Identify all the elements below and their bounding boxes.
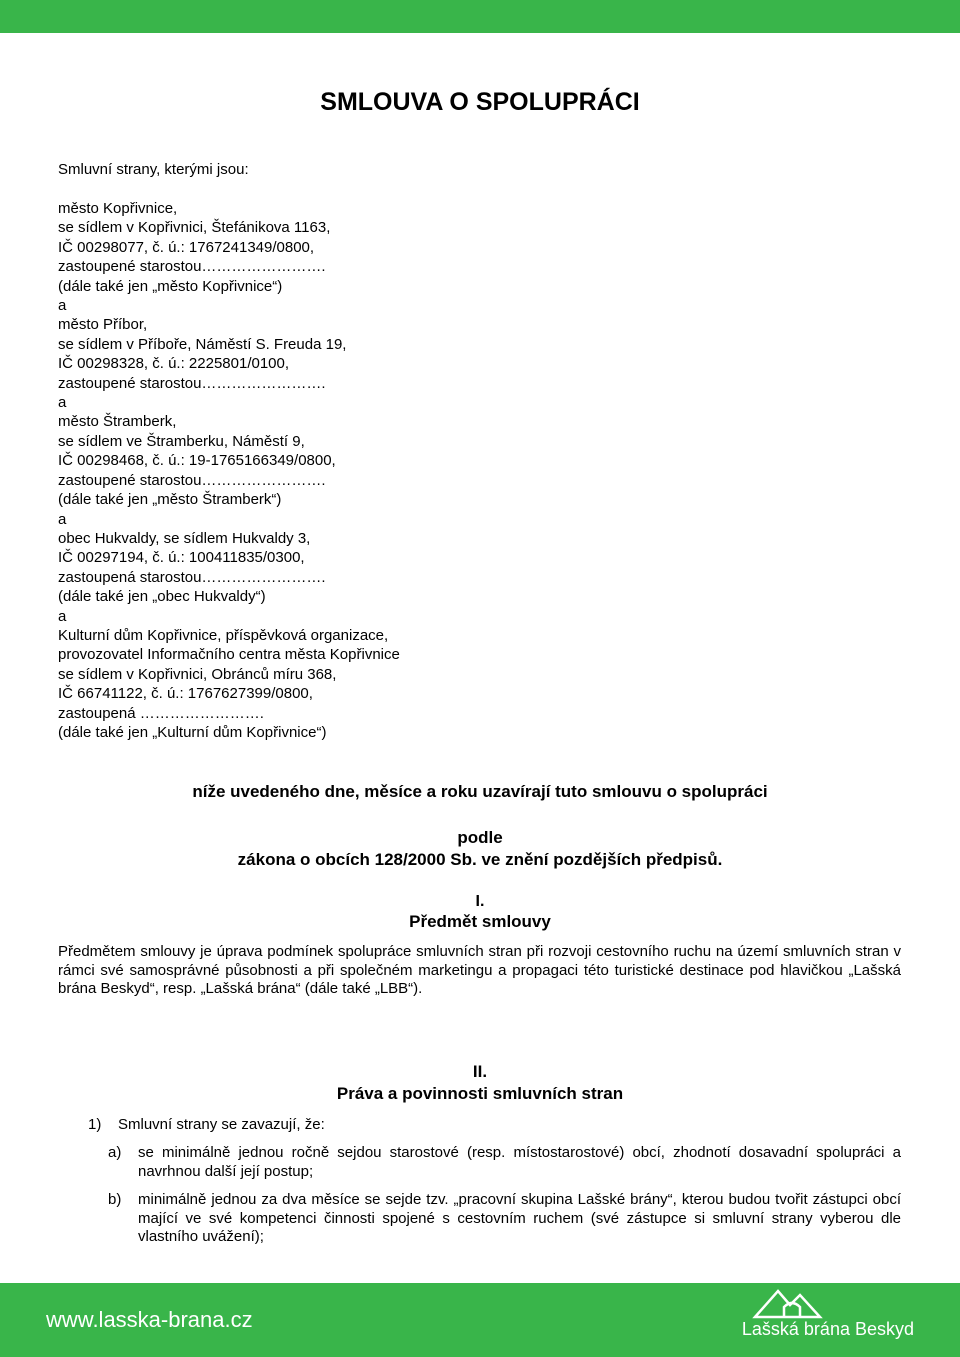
party-line: obec Hukvaldy, se sídlem Hukvaldy 3, [58,529,311,547]
party-line: se sídlem ve Štramberku, Náměstí 9, [58,432,305,450]
party-line: zastoupené starostou……………………. [58,374,326,392]
top-green-bar [0,0,960,33]
document-title [0,88,960,117]
party-line: zastoupené starostou……………………. [58,471,326,489]
item-a-text: se minimálně jednou ročně sejdou starostové (resp. místostarostové) obcí, zhodnotí dosavadní spolupráci a navrhnou další její postup; [138,1144,901,1180]
section1-text: Předmětem smlouvy je úprava podmínek spolupráce smluvních stran při rozvoji cestovního ruchu na území smluvních stran v rámci své samosprávné působnosti a při společném marketingu a propagaci této turistické destinace pod hlavičkou „Lašská brána Beskyd“, resp. „Lašská brána“ (dále také „LBB“). [58,943,901,997]
party-line: IČ 00297194, č. ú.: 100411835/0300, [58,549,305,567]
item-b-label: b) [108,1191,122,1208]
section2-number: II. [472,1062,488,1081]
section2-heading: Práva a povinnosti smluvních stran [336,1084,624,1103]
party-line: (dále také jen „obec Hukvaldy“) [58,588,266,606]
parties-list [58,199,400,742]
law-line: zákona o obcích 128/2000 Sb. ve znění pozdějších předpisů. [237,850,723,869]
party-line: se sídlem v Kopřivnici, Štefánikova 1163, [58,219,331,237]
party-line: se sídlem v Příboře, Náměstí S. Freuda 19, [58,335,347,353]
party-line: (dále také jen „město Kopřivnice“) [58,277,283,295]
party-line: IČ 00298328, č. ú.: 2225801/0100, [58,355,290,373]
intro-text: Smluvní strany, kterými jsou: [58,161,249,178]
party-line: zastoupená ……………………. [58,704,264,722]
party-line: Kulturní dům Kopřivnice, příspěvková organizace, [58,626,389,644]
item1-text: Smluvní strany se zavazují, že: [118,1116,325,1133]
party-line: (dále také jen „Kulturní dům Kopřivnice“) [58,723,327,741]
party-line: IČ 00298468, č. ú.: 19-1765166349/0800, [58,452,336,470]
party-line: město Štramberk, [58,413,177,431]
party-line: a [58,297,67,315]
brand-logo-icon [750,1285,840,1321]
footer-bar [0,1283,960,1357]
title-text: SMLOUVA O SPOLUPRÁCI [320,88,640,116]
item-a-label: a) [108,1144,122,1161]
party-line: město Kopřivnice, [58,200,178,217]
footer-url[interactable]: www.lasska-brana.cz [46,1307,253,1332]
party-line: zastoupená starostou……………………. [58,568,326,586]
item1-number: 1) [88,1116,102,1133]
footer-brand: Lašská brána Beskyd [741,1319,914,1339]
party-line: a [58,394,67,412]
party-line: zastoupené starostou……………………. [58,258,326,276]
party-line: (dále také jen „město Štramberk“) [58,491,282,509]
section1-heading: Předmět smlouvy [409,912,551,931]
section1-number: I. [475,893,485,910]
party-line: IČ 66741122, č. ú.: 1767627399/0800, [58,685,313,703]
item-b-text: minimálně jednou za dva měsíce se sejde tzv. „pracovní skupina Lašské brány“, kterou budou tvořit zástupci obcí mající ve své kompetenci činnosti spojené s cestovním ruchem (své zástupce si smluvní strany vyberou dle vlastního uvážení); [138,1191,901,1245]
podle-line: podle [457,828,503,847]
party-line: provozovatel Informačního centra města Kopřivnice [58,646,400,664]
party-line: se sídlem v Kopřivnici, Obránců míru 368, [58,665,337,683]
party-line: a [58,607,67,625]
agreement-line: níže uvedeného dne, měsíce a roku uzavírají tuto smlouvu o spolupráci [192,782,768,801]
party-line: IČ 00298077, č. ú.: 1767241349/0800, [58,238,315,256]
party-line: a [58,510,67,528]
party-line: město Příbor, [58,316,148,334]
